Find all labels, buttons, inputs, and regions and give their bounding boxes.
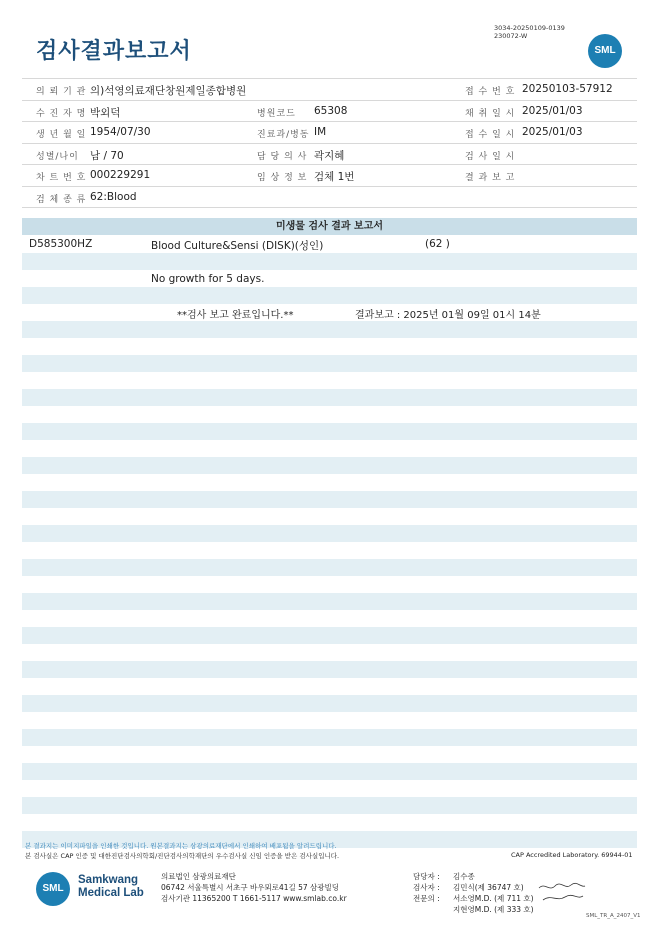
table-stripe [22,491,637,508]
table-stripe [22,389,637,406]
patient-name-value: 박외덕 [90,106,121,119]
table-stripe [22,287,637,304]
print-notice: 본 결과지는 이미지파일을 인쇄한 것입니다. 원본결과지는 삼광의료재단에서 인쇄하여 배포됨을 알려드립니다. [25,842,337,850]
info-row: 성별/나이 남 / 70 담 당 의 사 곽지혜 검 사 일 시 [22,144,637,166]
company-address: 의료법인 삼광의료재단 06742 서울특별시 서초구 바우뫼로41길 57 삼광빌딩 검사기관 11365200 T 1661-5117 www.smlab.co.kr [161,872,347,903]
dob-value: 1954/07/30 [90,126,151,138]
table-stripe [22,559,637,576]
results-section-title: 미생물 검사 결과 보고서 [22,218,637,235]
table-stripe [22,593,637,610]
result-finding: No growth for 5 days. [151,273,265,285]
dept-value: IM [314,126,327,138]
signature-image [537,880,587,904]
page-title: 검사결과보고서 [36,39,192,64]
table-stripe [22,355,637,372]
sml-logo: SML [588,34,622,68]
table-stripe [22,695,637,712]
table-stripe [22,457,637,474]
receive-date-value: 2025/01/03 [522,126,583,138]
form-code: SML_TR_A_2407_V1 [586,913,641,919]
table-stripe [22,253,637,270]
report-timestamp: 결과보고 : 2025년 01월 09일 01시 14분 [355,310,541,321]
clinical-value: 검체 1번 [314,171,355,183]
info-row: 수 진 자 명 박외덕 병원코드 65308 채 취 일 시 2025/01/03 [22,101,637,123]
table-stripe [22,627,637,644]
hospital-code-value: 65308 [314,104,348,117]
info-row: 의 뢰 기 관 의)석영의료재단창원제일종합병원 접 수 번 호 20250103-57912 [22,78,637,101]
info-row: 검 체 종 류 62:Blood [22,187,637,209]
info-row: 차 트 번 호 000229291 임 상 정 보 검체 1번 결 과 보 고 [22,165,637,187]
collect-date-value: 2025/01/03 [522,104,583,117]
patient-info-table [22,78,637,208]
test-name: Blood Culture&Sensi (DISK)(성인) [151,240,324,252]
hospital-value: 의)석영의료재단창원제일종합병원 [90,85,247,97]
receipt-no-value: 20250103-57912 [522,83,613,95]
company-name: Samkwang Medical Lab [78,874,144,899]
table-stripe [22,321,637,338]
table-stripe [22,661,637,678]
doctor-value: 곽지혜 [314,149,345,162]
table-stripe [22,729,637,746]
table-stripe [22,423,637,440]
info-row: 생 년 월 일 1954/07/30 진료과/병동 IM 접 수 일 시 2025/01/03 [22,122,637,144]
staff-list: 담당자 : 김수종 검사자 : 김민식(제 36747 호) 전문의 : 서소영M.D. (제 711 호) 지현영M.D. (제 333 호) [413,872,534,914]
chart-no-value: 000229291 [90,169,151,181]
specimen-number: (62 ) [425,238,450,250]
sml-logo-footer: SML [36,872,70,906]
report-complete-message: **검사 보고 완료입니다.** [177,310,294,321]
table-stripe [22,525,637,542]
table-stripe [22,797,637,814]
test-code: D585300HZ [29,238,93,250]
table-stripe [22,763,637,780]
document-id: 3034-20250109-0139 230072-W [494,24,565,40]
specimen-value: 62:Blood [90,190,137,203]
certification-notice: 본 검사실은 CAP 인증 및 대한진단검사의학회/진단검사의학재단의 우수검사실 신임 인증을 받은 검사실입니다. [25,852,340,860]
sex-age-value: 남 / 70 [90,149,124,162]
cap-accreditation: CAP Accredited Laboratory. 69944-01 [511,851,633,859]
